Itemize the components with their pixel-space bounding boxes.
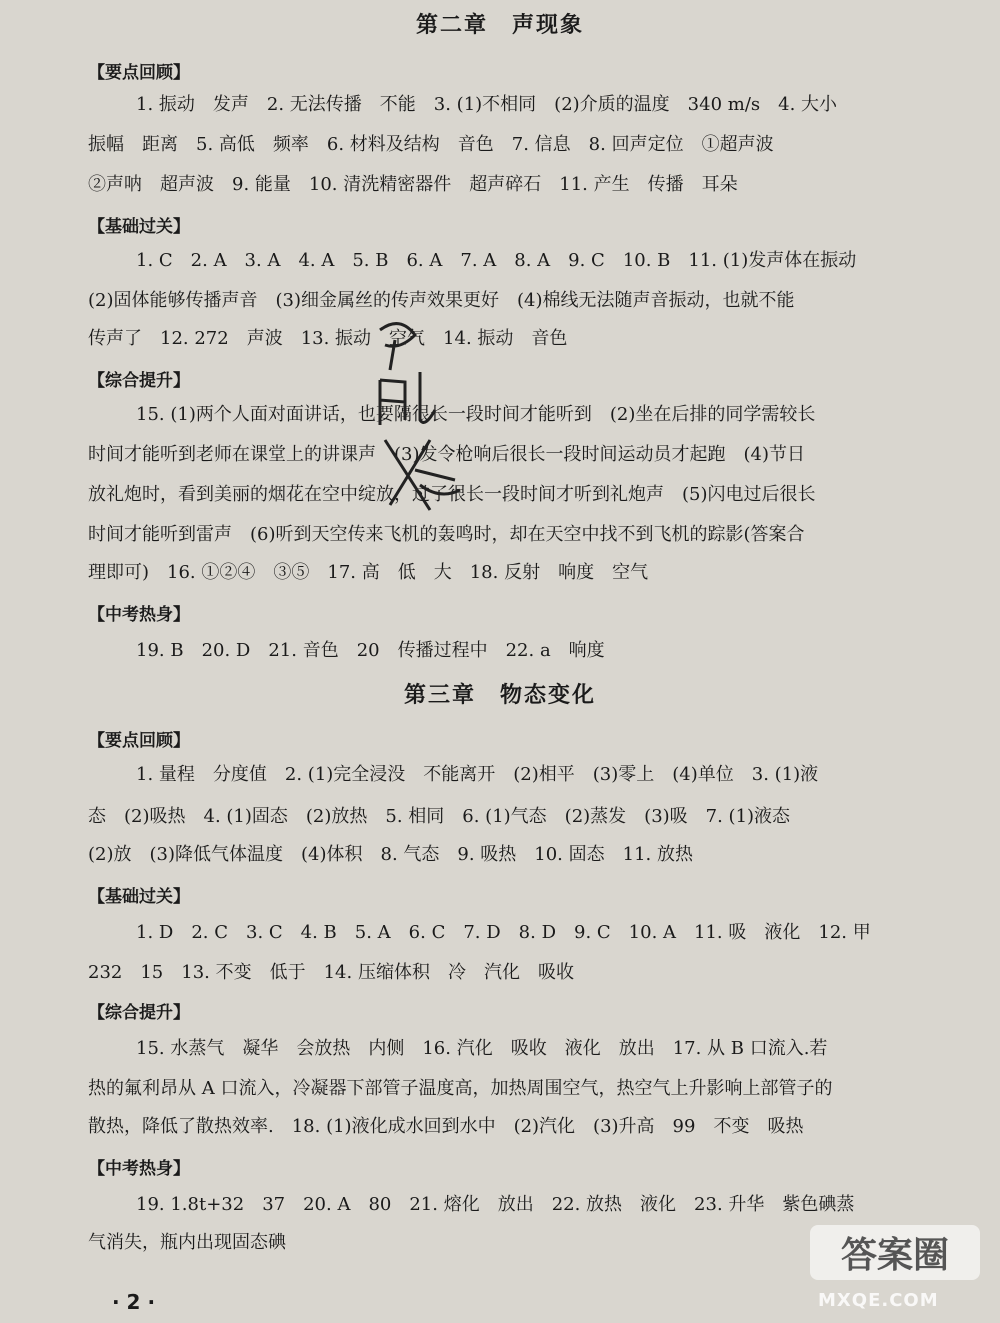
ch2-advanced-line: 时间才能听到老师在课堂上的讲课声 (3)发令枪响后很长一段时间运动员才起跑 (4)节日 (88, 444, 805, 465)
ch3-section-review: 【要点回顾】 (88, 731, 190, 751)
ch2-basic-line: 传声了 12. 272 声波 13. 振动 空气 14. 振动 音色 (88, 328, 568, 349)
ch2-section-basic: 【基础过关】 (88, 217, 190, 237)
ch3-review-line: (2)放 (3)降低气体温度 (4)体积 8. 气态 9. 吸热 10. 固态 11. 放热 (88, 844, 693, 865)
ch3-exam-line: 气消失，瓶内出现固态碘 (88, 1232, 286, 1253)
ch2-review-line: ②声呐 超声波 9. 能量 10. 清洗精密器件 超声碎石 11. 产生 传播 耳朵 (88, 174, 738, 195)
ch2-section-review: 【要点回顾】 (88, 63, 190, 83)
ch2-advanced-line: 时间才能听到雷声 (6)听到天空传来飞机的轰鸣时，却在天空中找不到飞机的踪影(答案合 (88, 524, 805, 545)
ch2-advanced-line: 15. (1)两个人面对面讲话，也要隔很长一段时间才能听到 (2)坐在后排的同学需较长 (136, 404, 816, 425)
ch3-basic-line: 232 15 13. 不变 低于 14. 压缩体积 冷 汽化 吸收 (88, 962, 574, 983)
ch3-review-line: 态 (2)吸热 4. (1)固态 (2)放热 5. 相同 6. (1)气态 (2)蒸发 (3)吸 7. (1)液态 (88, 806, 791, 827)
page-number: · 2 · (112, 1290, 156, 1314)
ch3-section-exam: 【中考热身】 (88, 1159, 190, 1179)
ch3-basic-line: 1. D 2. C 3. C 4. B 5. A 6. C 7. D 8. D 9. C 10. A 11. 吸 液化 12. 甲 (136, 922, 871, 943)
watermark-url: MXQE.COM (818, 1290, 939, 1311)
ch3-exam-line: 19. 1.8t+32 37 20. A 80 21. 熔化 放出 22. 放热 液化 23. 升华 紫色碘蒸 (136, 1194, 855, 1215)
chapter-2-title: 第二章 声现象 (415, 13, 584, 38)
ch2-basic-line: 1. C 2. A 3. A 4. A 5. B 6. A 7. A 8. A 9. C 10. B 11. (1)发声体在振动 (136, 250, 857, 271)
ch2-advanced-line: 放礼炮时，看到美丽的烟花在空中绽放，过了很长一段时间才听到礼炮声 (5)闪电过后很长 (88, 484, 816, 505)
ch2-review-line: 振幅 距离 5. 高低 频率 6. 材料及结构 音色 7. 信息 8. 回声定位 ①超声波 (88, 134, 774, 155)
ch3-advanced-line: 15. 水蒸气 凝华 会放热 内侧 16. 汽化 吸收 液化 放出 17. 从 B 口流入.若 (136, 1038, 828, 1059)
ch3-section-advanced: 【综合提升】 (88, 1003, 190, 1023)
ch3-advanced-line: 热的氟利昂从 A 口流入，冷凝器下部管子温度高，加热周围空气，热空气上升影响上部管子的 (88, 1078, 833, 1099)
ch3-review-line: 1. 量程 分度值 2. (1)完全浸没 不能离开 (2)相平 (3)零上 (4)单位 3. (1)液 (136, 764, 819, 785)
chapter-3-title: 第三章 物态变化 (403, 683, 596, 708)
ch3-section-basic: 【基础过关】 (88, 887, 190, 907)
ch2-advanced-line: 理即可) 16. ①②④ ③⑤ 17. 高 低 大 18. 反射 响度 空气 (88, 562, 649, 583)
ch3-advanced-line: 散热，降低了散热效率. 18. (1)液化成水回到水中 (2)汽化 (3)升高 99 不变 吸热 (88, 1116, 804, 1137)
ch2-section-advanced: 【综合提升】 (88, 371, 190, 391)
ch2-basic-line: (2)固体能够传播声音 (3)细金属丝的传声效果更好 (4)棉线无法随声音振动，也就不能 (88, 290, 795, 311)
handwritten-scribble (360, 310, 480, 540)
watermark-logo-text: 答案圈 (840, 1235, 950, 1276)
ch2-review-line: 1. 振动 发声 2. 无法传播 不能 3. (1)不相同 (2)介质的温度 340 m/s 4. 大小 (136, 94, 838, 115)
ch2-section-exam: 【中考热身】 (88, 605, 190, 625)
ch2-exam-line: 19. B 20. D 21. 音色 20 传播过程中 22. a 响度 (136, 640, 605, 661)
